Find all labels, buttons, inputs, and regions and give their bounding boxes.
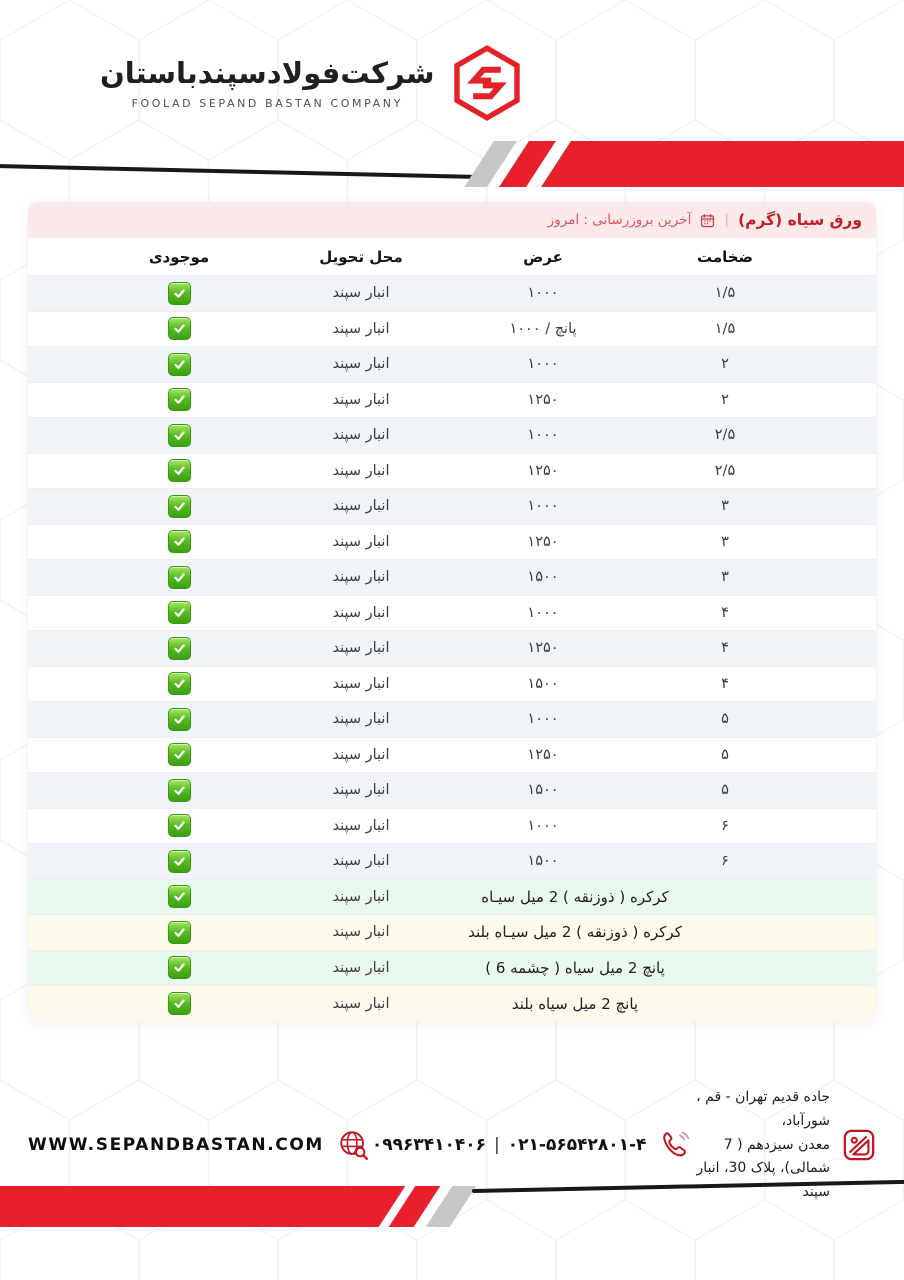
thickness-cell: ۲/۵ xyxy=(714,427,736,444)
availability-cell xyxy=(88,601,270,624)
address-group xyxy=(691,1086,876,1205)
delivery-cell: انبار سپند xyxy=(332,924,390,941)
delivery-cell: انبار سپند xyxy=(332,285,390,302)
width-cell: ۱۵۰۰ xyxy=(527,782,559,799)
globe-search-icon xyxy=(336,1128,372,1162)
availability-cell xyxy=(88,885,270,908)
available-check-icon xyxy=(168,459,191,482)
thickness-cell: ۲ xyxy=(721,356,729,373)
brand-header xyxy=(100,44,523,122)
available-check-icon xyxy=(168,814,191,837)
special-product-row xyxy=(28,951,876,987)
top-black-line xyxy=(0,164,476,179)
table-row xyxy=(28,347,876,383)
availability-cell xyxy=(88,672,270,695)
contact-footer xyxy=(28,1086,876,1205)
thickness-cell: ۳ xyxy=(721,569,729,586)
available-check-icon xyxy=(168,708,191,731)
table-rows xyxy=(28,276,876,1022)
available-check-icon xyxy=(168,637,191,660)
delivery-cell: انبار سپند xyxy=(332,391,390,408)
delivery-cell: انبار سپند xyxy=(332,569,390,586)
available-check-icon xyxy=(168,282,191,305)
width-cell: ۱۵۰۰ xyxy=(527,569,559,586)
phone-group xyxy=(372,1129,692,1162)
available-check-icon xyxy=(168,353,191,376)
available-check-icon xyxy=(168,779,191,802)
thickness-cell: ۱/۵ xyxy=(714,320,736,337)
thickness-cell: ۴ xyxy=(721,640,729,657)
availability-cell xyxy=(88,424,270,447)
thickness-cell: ۳ xyxy=(721,533,729,550)
width-cell: ۱۰۰۰ xyxy=(527,711,559,728)
available-check-icon xyxy=(168,601,191,624)
thickness-cell: ۱/۵ xyxy=(714,285,736,302)
availability-cell xyxy=(88,459,270,482)
width-cell: ۱۰۰۰ xyxy=(527,604,559,621)
thickness-cell: ۶ xyxy=(721,853,729,870)
availability-cell xyxy=(88,282,270,305)
available-check-icon xyxy=(168,743,191,766)
available-check-icon xyxy=(168,672,191,695)
column-header-delivery: محل تحویل xyxy=(319,247,403,266)
delivery-cell: انبار سپند xyxy=(332,640,390,657)
address-line-2: معدن سیزدهم ( 7 شمالی)، پلاک 30، انبار سپند xyxy=(696,1136,830,1201)
available-check-icon xyxy=(168,317,191,340)
availability-cell xyxy=(88,353,270,376)
table-row xyxy=(28,809,876,845)
thickness-cell: ۴ xyxy=(721,675,729,692)
width-cell: ۱۰۰۰ xyxy=(527,427,559,444)
availability-cell xyxy=(88,814,270,837)
width-cell: ۱۰۰۰ xyxy=(527,498,559,515)
product-label-cell: کرکره ( ذوزنقه ) 2 میل سیـاه xyxy=(481,887,669,906)
phone-icon xyxy=(658,1129,691,1162)
thickness-cell: ۵ xyxy=(721,746,729,763)
delivery-cell: انبار سپند xyxy=(332,427,390,444)
special-product-row xyxy=(28,915,876,951)
thickness-cell: ۴ xyxy=(721,604,729,621)
table-title-bar xyxy=(28,202,876,238)
availability-cell xyxy=(88,850,270,873)
availability-cell xyxy=(88,495,270,518)
width-cell: ۱۵۰۰ xyxy=(527,675,559,692)
special-product-row xyxy=(28,880,876,916)
width-cell: ۱۰۰۰ xyxy=(527,817,559,834)
width-cell: ۱۲۵۰ xyxy=(527,746,559,763)
delivery-cell: انبار سپند xyxy=(332,604,390,621)
availability-cell xyxy=(88,921,270,944)
delivery-cell: انبار سپند xyxy=(332,959,390,976)
width-cell: ۱۲۵۰ xyxy=(527,462,559,479)
thickness-cell: ۵ xyxy=(721,711,729,728)
availability-cell xyxy=(88,779,270,802)
available-check-icon xyxy=(168,424,191,447)
table-row xyxy=(28,560,876,596)
last-update-text: آخرین بروزرسانی : امروز xyxy=(547,212,692,228)
brand-logo-hexagon-s-icon xyxy=(451,44,523,122)
delivery-cell: انبار سپند xyxy=(332,853,390,870)
table-row xyxy=(28,418,876,454)
table-row xyxy=(28,525,876,561)
width-cell: ۱۲۵۰ xyxy=(527,391,559,408)
table-row xyxy=(28,489,876,525)
availability-cell xyxy=(88,566,270,589)
table-row xyxy=(28,738,876,774)
top-red-band xyxy=(541,141,904,187)
delivery-cell: انبار سپند xyxy=(332,533,390,550)
product-label-cell: کرکره ( ذوزنقه ) 2 میل سیـاه بلند xyxy=(468,923,682,942)
available-check-icon xyxy=(168,566,191,589)
available-check-icon xyxy=(168,850,191,873)
brand-name-persian: شرکت‌فولادسپندباستان xyxy=(100,55,435,90)
table-row xyxy=(28,312,876,348)
table-row xyxy=(28,844,876,880)
width-cell: ۱۲۵۰ xyxy=(527,533,559,550)
width-cell: ۱۰۰۰ xyxy=(527,356,559,373)
width-cell: ۱۰۰۰ xyxy=(527,285,559,302)
phone-numbers xyxy=(372,1135,647,1155)
thickness-cell: ۵ xyxy=(721,782,729,799)
column-header-availability: موجودی xyxy=(148,247,210,266)
delivery-cell: انبار سپند xyxy=(332,675,390,692)
website-group xyxy=(28,1128,372,1162)
phone-separator: | xyxy=(494,1135,500,1156)
table-row xyxy=(28,773,876,809)
calendar-icon xyxy=(700,213,715,228)
special-product-row xyxy=(28,986,876,1022)
availability-cell xyxy=(88,743,270,766)
phone-landline: ۰۲۱-۵۶۵۴۲۸۰۱-۴ xyxy=(507,1135,647,1156)
column-header-thickness: ضخامت xyxy=(696,247,754,266)
available-check-icon xyxy=(168,495,191,518)
product-label-cell: پانچ 2 میل سیاه بلند xyxy=(511,994,639,1013)
table-row xyxy=(28,631,876,667)
availability-cell xyxy=(88,530,270,553)
thickness-cell: ۶ xyxy=(721,817,729,834)
available-check-icon xyxy=(168,956,191,979)
availability-cell xyxy=(88,708,270,731)
delivery-cell: انبار سپند xyxy=(332,888,390,905)
available-check-icon xyxy=(168,885,191,908)
available-check-icon xyxy=(168,921,191,944)
table-title: ورق سیاه (گرم) xyxy=(738,211,862,229)
table-row xyxy=(28,667,876,703)
thickness-cell: ۲/۵ xyxy=(714,462,736,479)
delivery-cell: انبار سپند xyxy=(332,711,390,728)
available-check-icon xyxy=(168,388,191,411)
delivery-cell: انبار سپند xyxy=(332,498,390,515)
table-header-row xyxy=(28,238,876,276)
table-row xyxy=(28,383,876,419)
availability-cell xyxy=(88,388,270,411)
width-cell: ۱۲۵۰ xyxy=(527,640,559,657)
table-row xyxy=(28,702,876,738)
address-line-1: جاده قدیم تهران - قم ، شورآباد، xyxy=(696,1089,830,1129)
table-row xyxy=(28,454,876,490)
available-check-icon xyxy=(168,992,191,1015)
price-table xyxy=(28,202,876,1022)
thickness-cell: ۳ xyxy=(721,498,729,515)
website-url: WWW.SEPANDBASTAN.COM xyxy=(28,1135,324,1156)
table-row xyxy=(28,276,876,312)
phone-mobile: ۰۹۹۶۳۴۱۰۴۰۶ xyxy=(371,1135,487,1156)
column-header-width: عرض xyxy=(523,247,563,266)
map-location-icon xyxy=(842,1128,876,1162)
width-cell: پانچ / ۱۰۰۰ xyxy=(509,320,577,337)
availability-cell xyxy=(88,992,270,1015)
title-separator: | xyxy=(724,212,730,228)
available-check-icon xyxy=(168,530,191,553)
delivery-cell: انبار سپند xyxy=(332,356,390,373)
product-label-cell: پانچ 2 میل سیاه ( چشمه 6 ) xyxy=(485,958,665,977)
delivery-cell: انبار سپند xyxy=(332,782,390,799)
brand-name-english: FOOLAD SEPAND BASTAN COMPANY xyxy=(131,97,403,111)
delivery-cell: انبار سپند xyxy=(332,462,390,479)
table-row xyxy=(28,596,876,632)
delivery-cell: انبار سپند xyxy=(332,817,390,834)
availability-cell xyxy=(88,637,270,660)
thickness-cell: ۲ xyxy=(721,391,729,408)
delivery-cell: انبار سپند xyxy=(332,320,390,337)
availability-cell xyxy=(88,317,270,340)
delivery-cell: انبار سپند xyxy=(332,995,390,1012)
availability-cell xyxy=(88,956,270,979)
width-cell: ۱۵۰۰ xyxy=(527,853,559,870)
delivery-cell: انبار سپند xyxy=(332,746,390,763)
